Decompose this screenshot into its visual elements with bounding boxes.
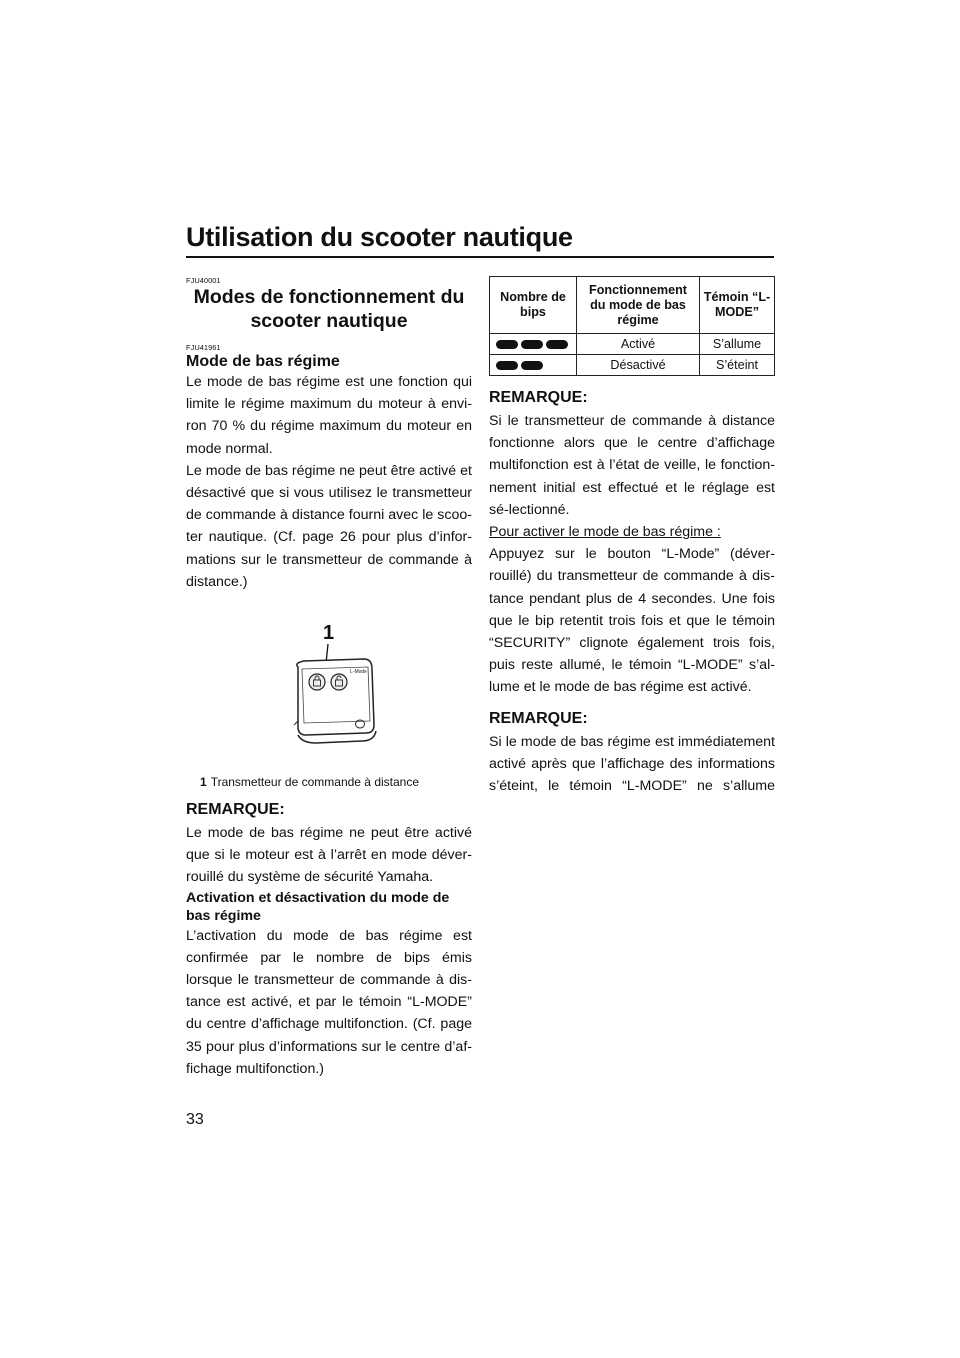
table-header-row <box>490 277 775 334</box>
remark-text: Si le transmetteur de commande à distance fonctionne alors que le centre d’affichage multifonction est à l’état de veille, le fonction-nement initial est effectué et le réglage est sé-lectionné. <box>489 413 775 518</box>
l-mode-label: L-Mode <box>350 669 367 676</box>
page-number: 33 <box>186 1111 204 1128</box>
section-title: Modes de fonctionnement du scooter nautique <box>193 286 465 332</box>
paragraph-remote: Le mode de bas régime ne peut être activé et désactivé que si vous utilisez le transmetteur de commande à distance fourni avec le scoo-ter nautique. (Cf. page 26 pour plus d’infor-mations sur le transmetteur de commande à distance.) <box>186 462 472 590</box>
table-cell-lamp: S’éteint <box>700 355 775 376</box>
remark-title: REMARQUE: <box>489 709 588 727</box>
header-rule <box>186 256 774 258</box>
beep-icon <box>521 361 543 370</box>
remark-title: REMARQUE: <box>489 389 588 406</box>
beep-icon <box>496 361 518 370</box>
beep-icon <box>521 340 543 349</box>
beep-pattern-two <box>490 355 577 376</box>
remark-text: Le mode de bas régime ne peut être activé que si le moteur est à l’arrêt en mode déver-rouillé du système de sécurité Yamaha. <box>186 825 472 886</box>
activate-heading: Pour activer le mode de bas régime : <box>489 524 721 541</box>
activation-title: Activation et désactivation du mode de bas régime <box>186 889 450 924</box>
table-row <box>490 334 775 355</box>
paragraph-intro: Le mode de bas régime est une fonction qui limite le régime maximum du moteur à envi-ron 70 % du régime maximum du moteur en mode normal. <box>186 374 472 457</box>
right-column <box>489 276 775 797</box>
caption-text: Transmetteur de commande à distance <box>210 775 420 790</box>
table-row <box>490 355 775 376</box>
page-header-title: Utilisation du scooter nautique <box>186 222 573 252</box>
caption-number: 1 <box>200 775 207 790</box>
remark-title: REMARQUE: <box>186 801 285 819</box>
paragraph-activate: Appuyez sur le bouton “L-Mode” (déver-rouillé) du transmetteur de commande à dis-tance pendant plus de 4 secondes. Une fois que le bip retentit trois fois et que le témoin “SECURITY” clignote également trois fois, puis reste allumé, le témoin “L-MODE” s’al-lume et le mode de bas régime est activé. <box>489 546 775 696</box>
beep-icon <box>546 340 568 349</box>
beep-icon <box>496 340 518 349</box>
remote-figure <box>186 593 472 769</box>
table-cell-lamp: S’allume <box>700 334 775 355</box>
beep-pattern-three <box>490 334 577 355</box>
paragraph-activation: L’activation du mode de bas régime est confirmée par le nombre de bips émis lorsque le transmetteur de commande à dis-tance est activé, et par le témoin “L-MODE” du centre d’affichage multifonction. (Cf. page 35 pour plus d’informations sur le centre d’af-fichage multifonction.) <box>186 927 472 1077</box>
subsection-code: FJU41961 <box>186 343 221 352</box>
figure-caption <box>200 775 472 790</box>
remark-text: Si le mode de bas régime est immédiatement activé après que l’affichage des informations s’éteint, le témoin “L-MODE” ne s’allume <box>489 733 775 795</box>
table-cell-mode: Désactivé <box>577 355 700 376</box>
figure-callout-number: 1 <box>323 622 335 645</box>
beep-table <box>489 276 775 376</box>
remote-transmitter-illustration <box>186 593 472 769</box>
table-cell-mode: Activé <box>577 334 700 355</box>
table-header-beeps: Nombre de bips <box>490 277 577 334</box>
subsection-title: Mode de bas régime <box>186 353 340 370</box>
table-header-mode: Fonctionnement du mode de bas régime <box>577 277 700 334</box>
section-code: FJU40001 <box>186 276 221 285</box>
left-column <box>186 276 472 1080</box>
table-header-lamp: Témoin “L-MODE” <box>700 277 775 334</box>
